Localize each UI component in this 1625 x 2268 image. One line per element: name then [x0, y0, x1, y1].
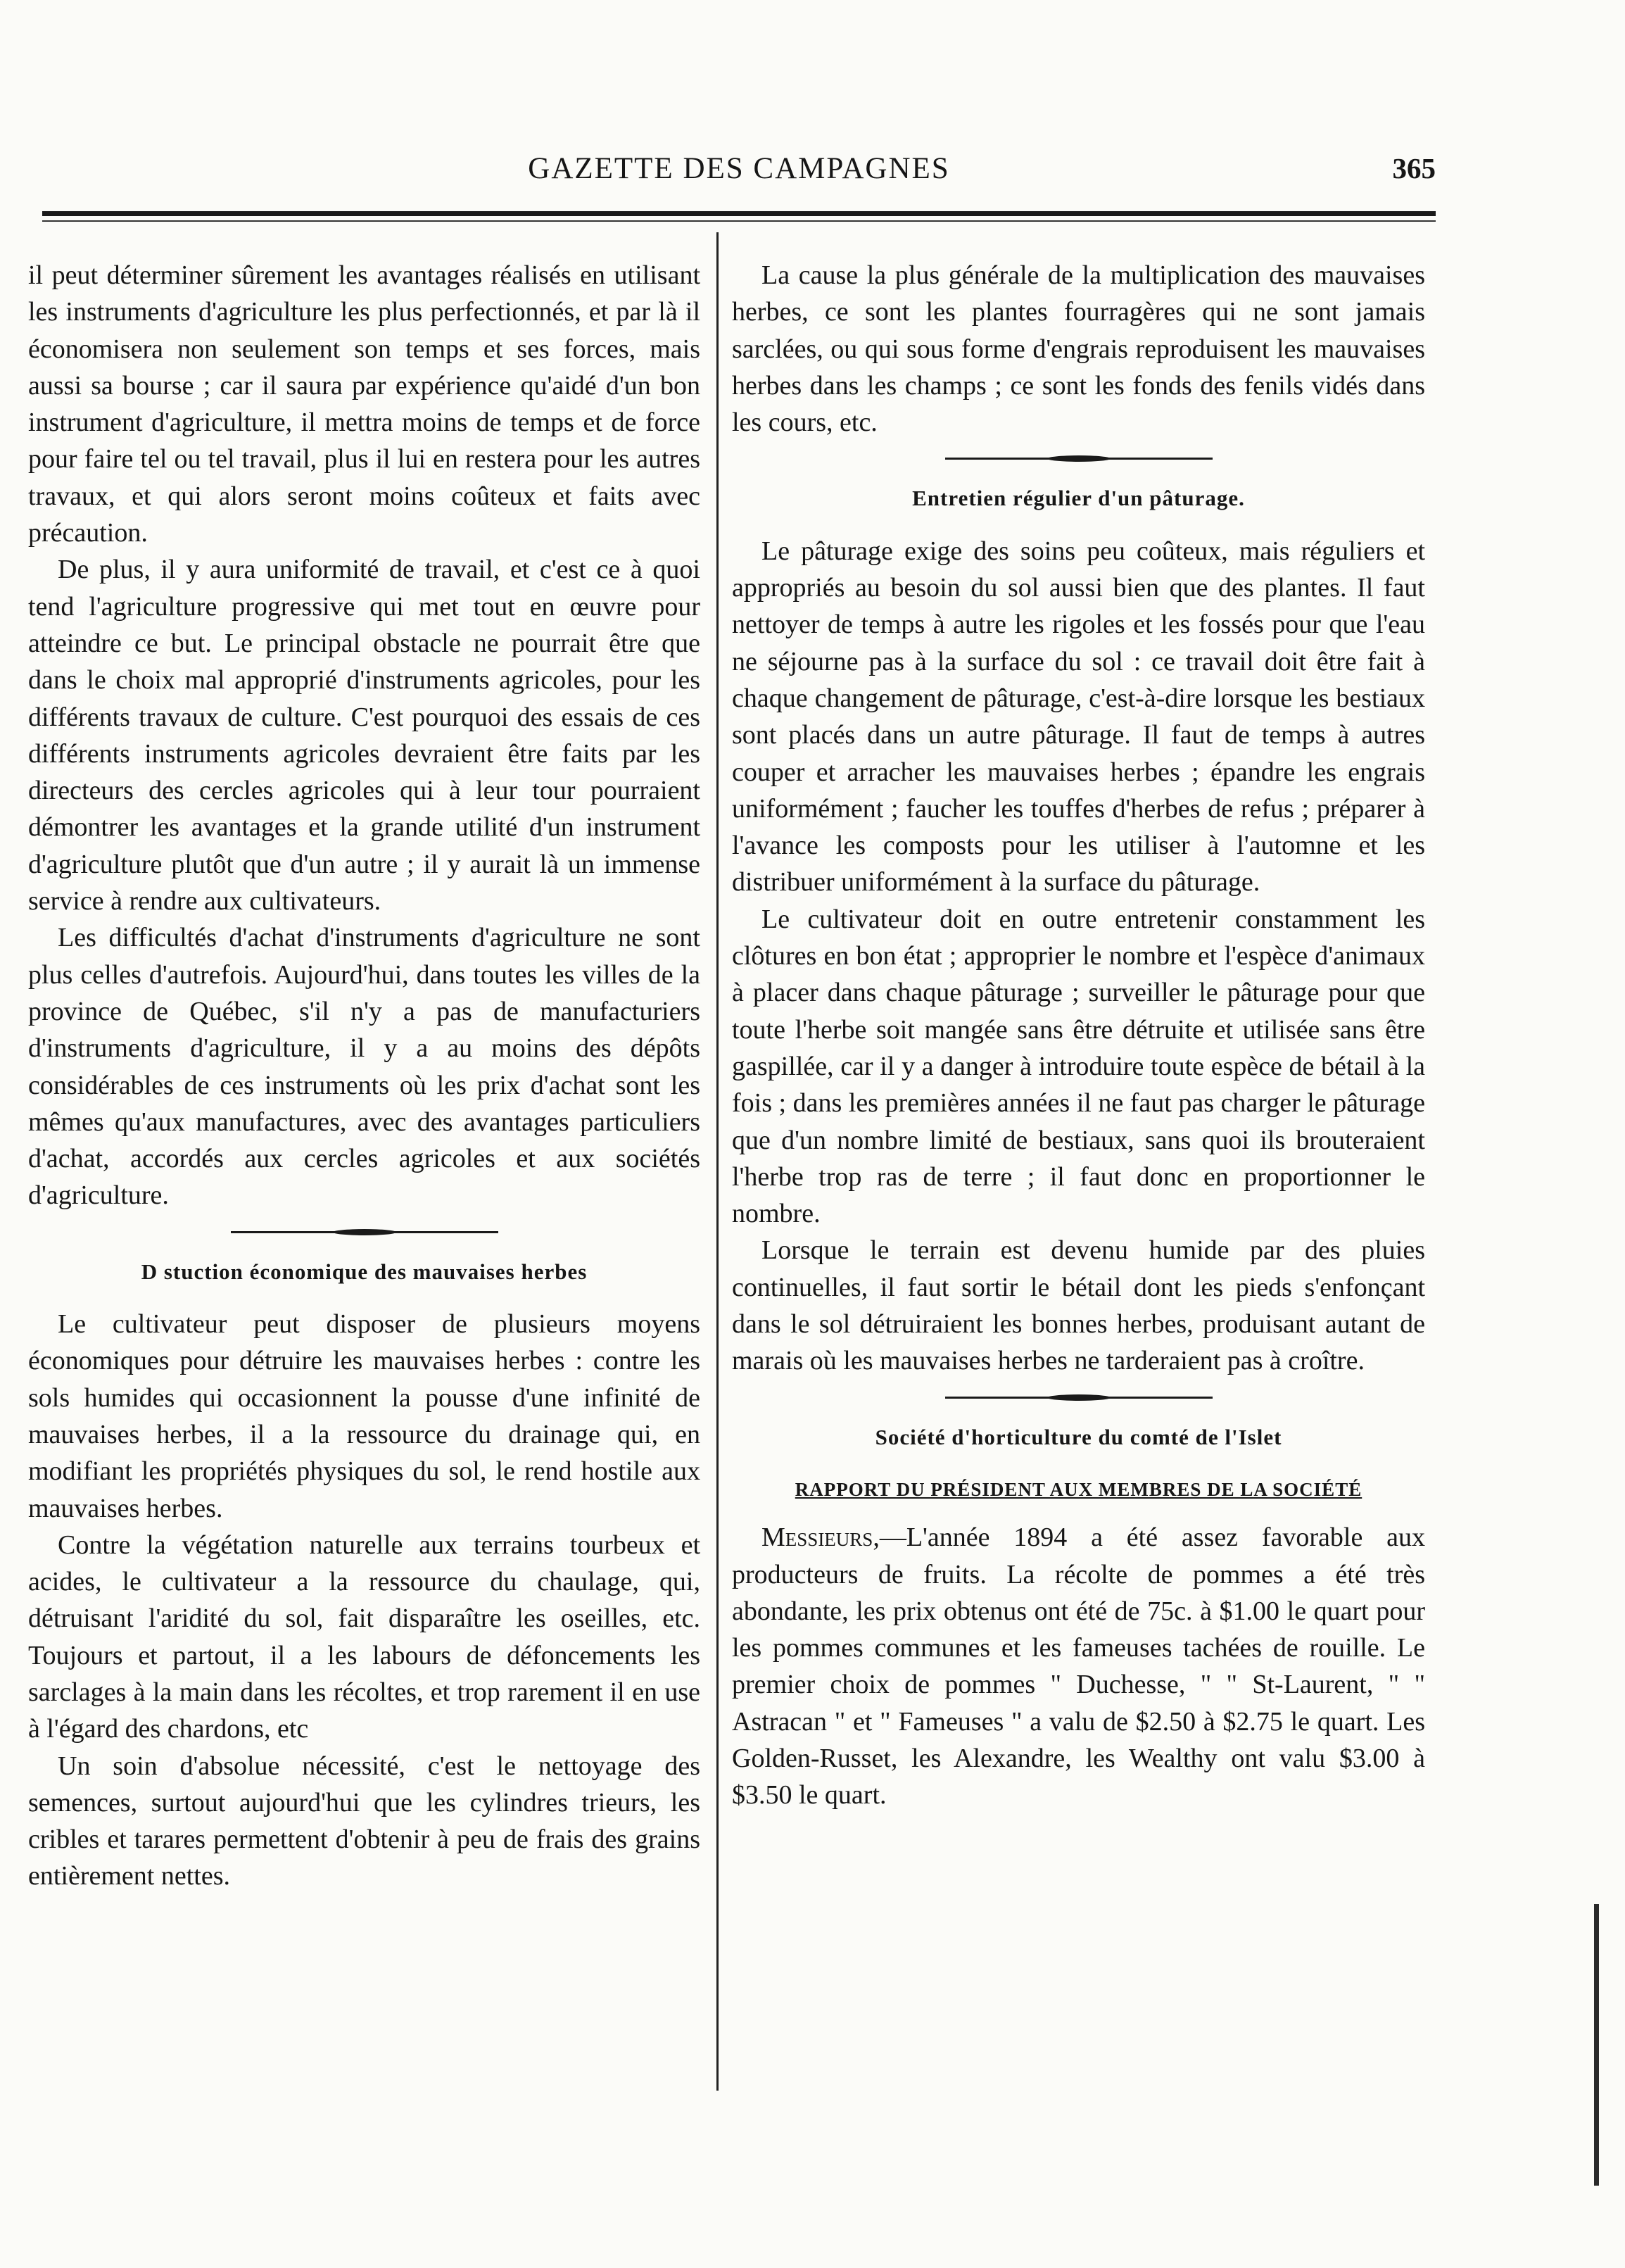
separator-rule [732, 441, 1425, 479]
paragraph: Le pâturage exige des soins peu coûteux, mais réguliers et appropriés au besoin du sol aussi bien que des plantes. Il faut nettoyer de temps à autre les rigoles et les fossés pour que l'eau ne séjourne pas à la surface du sol : ce travail doit être fait à chaque changement de pâturage, c'est-à-dire lorsque les bestiaux sont placés dans un autre pâturage. Il faut de temps à autres couper et arracher les mauvaises herbes ; épandre les engrais uniformément ; faucher les touffes d'herbes de refus ; préparer à l'avance les composts pour les utiliser à l'automne et les distribuer uniformément à la surface du pâturage. [732, 536, 1425, 897]
paragraph [732, 1519, 1425, 1813]
column-divider [716, 232, 719, 2091]
paragraph: Le cultivateur doit en outre entretenir constamment les clôtures en bon état ; approprier le nombre et l'espèce d'animaux à placer dans chaque pâturage ; surveiller le pâturage pour que toute l'herbe soit mangée sans être détruite et utilisée sans être gaspillée, car il y a danger à introduire toute espèce de bétail à la fois ; dans les premières années il ne faut pas charger le pâturage que d'un nombre limité de bestiaux, sans quoi ils brouteraient l'herbe trop ras de terre ; il faut donc en proportionner le nombre. [732, 904, 1425, 1229]
section-heading: Entretien régulier d'un pâturage. [912, 486, 1245, 511]
paragraph: Lorsque le terrain est devenu humide par des pluies continuelles, il faut sortir le bétail dont les pieds s'enfonçant dans le sol détruiraient les bonnes herbes, produisant autant de marais où les mauvaises herbes ne tarderaient pas à croître. [732, 1235, 1425, 1376]
separator-rule [28, 1214, 700, 1252]
running-title: GAZETTE DES CAMPAGNES [528, 152, 950, 185]
right-column [732, 257, 1425, 1814]
section-heading: Société d'horticulture du comté de l'Islet [875, 1424, 1282, 1449]
paragraph: La cause la plus générale de la multiplication des mauvaises herbes, ce sont les plantes fourragères qui ne sont jamais sarclées, ou qui sous forme d'engrais reproduisent les mauvaises herbes dans les champs ; ce sont les fonds des fenils vidés dans les cours, etc. [732, 260, 1425, 438]
paragraph: Contre la végétation naturelle aux terrains tourbeux et acides, le cultivateur a la ressource du chaulage, qui, détruisant l'aridité du sol, fait disparaître les oseilles, etc. Toujours et partout, il a les labours de défoncements les sarclages à la main dans les récoltes, et trop rarement il en use à l'égard des chardons, etc [28, 1530, 700, 1744]
page-header [42, 151, 1436, 201]
page-number: 365 [1392, 152, 1436, 184]
margin-bar [1594, 1904, 1599, 2186]
paragraph: Un soin d'absolue nécessité, c'est le nettoyage des semences, surtout aujourd'hui que les cylindres trieurs, les cribles et tarares permettent d'obtenir à peu de frais des grains entièrement nettes. [28, 1751, 700, 1891]
separator-rule [732, 1380, 1425, 1418]
report-heading: RAPPORT DU PRÉSIDENT AUX MEMBRES DE LA SOCIÉTÉ [795, 1478, 1362, 1500]
section-heading: D stuction économique des mauvaises herbes [141, 1259, 588, 1284]
paragraph: Les difficultés d'achat d'instruments d'agriculture ne sont plus celles d'autrefois. Aujourd'hui, dans toutes les villes de la province de Québec, s'il n'y a pas de manufacturiers d'instruments d'agriculture, il y a au moins des dépôts considérables de ces instruments où les prix d'achat sont les mêmes qu'aux manufactures, avec des avantages particuliers d'achat, accordés aux cercles agricoles et aux sociétés d'agriculture. [28, 923, 700, 1211]
left-column [28, 257, 700, 1895]
paragraph: il peut déterminer sûrement les avantages réalisés en utilisant les instruments d'agriculture les plus perfectionnés, et par là il économisera non seulement son temps et ses forces, mais aussi sa bourse ; car il saura par expérience qu'aidé d'un bon instrument d'agriculture, il mettra moins de temps et de force pour faire tel ou tel travail, plus il lui en restera pour les autres travaux, et qui alors seront moins coûteux et faits avec précaution. [28, 260, 700, 548]
paragraph: Le cultivateur peut disposer de plusieurs moyens économiques pour détruire les mauvaises herbes : contre les sols humides qui occasionnent la pousse d'une infinité de mauvaises herbes, il a la ressource du drainage qui, en modifiant les propriétés physiques du sol, le rend hostile aux mauvaises herbes. [28, 1309, 700, 1523]
header-rule [42, 211, 1436, 216]
paragraph-text: —L'année 1894 a été assez favorable aux producteurs de fruits. La récolte de pommes a été très abondante, les prix obtenus ont été de 75c. à $1.00 le quart pour les pommes communes et les fameuses tachées de rouille. Le premier choix de pommes " Duchesse, " " St-Laurent, " " Astracan " et " Fameuses " a valu de $2.50 à $2.75 le quart. Les Golden-Russet, les Alexandre, les Wealthy ont valu $3.00 à $3.50 le quart. [732, 1523, 1425, 1810]
paragraph: De plus, il y aura uniformité de travail, et c'est ce à quoi tend l'agriculture progressive qui met tout en œuvre pour atteindre ce but. Le principal obstacle ne pourrait être que dans le choix mal approprié d'instruments agricoles, pour les différents travaux de culture. C'est pourquoi des essais de ces différents instruments agricoles devraient être faits par les directeurs des cercles agricoles qui à leur tour pourraient démontrer les avantages et la grande utilité d'un instrument d'agriculture plutôt que d'un autre ; il y aurait là un immense service à rendre aux cultivateurs. [28, 555, 700, 916]
header-rule-thin [42, 220, 1436, 222]
salutation: Messieurs, [761, 1523, 880, 1553]
